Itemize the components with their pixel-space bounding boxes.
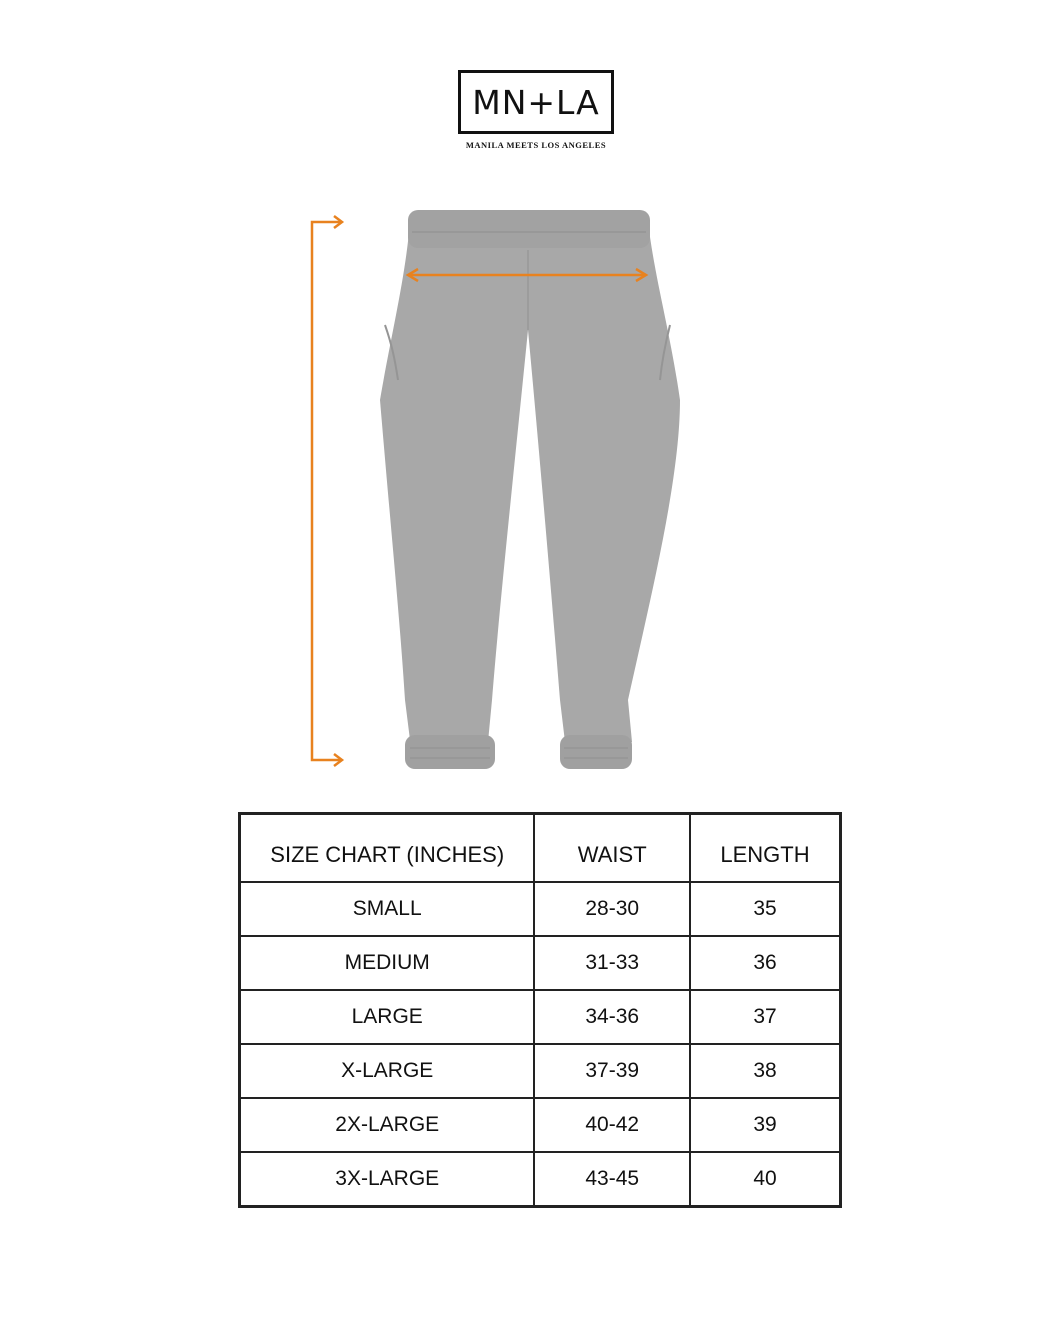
waist-measure-arrow — [408, 269, 646, 281]
length-cell: 39 — [690, 1098, 841, 1152]
size-cell: MEDIUM — [240, 936, 535, 990]
waist-cell: 28-30 — [534, 882, 690, 936]
header-size-chart: SIZE CHART (INCHES) — [240, 814, 535, 882]
size-cell: X-LARGE — [240, 1044, 535, 1098]
table-row — [240, 936, 841, 990]
length-cell: 37 — [690, 990, 841, 1044]
sweatpants-image — [380, 210, 680, 769]
waist-cell: 43-45 — [534, 1152, 690, 1207]
length-cell: 38 — [690, 1044, 841, 1098]
brand-tagline: MANILA MEETS LOS ANGELES — [465, 140, 607, 150]
waist-cell: 34-36 — [534, 990, 690, 1044]
table-row — [240, 1044, 841, 1098]
waist-cell: 31-33 — [534, 936, 690, 990]
size-chart-header-row — [240, 814, 841, 882]
header-length: LENGTH — [690, 814, 841, 882]
table-row — [240, 1098, 841, 1152]
length-cell: 35 — [690, 882, 841, 936]
table-row — [240, 882, 841, 936]
size-cell: 2X-LARGE — [240, 1098, 535, 1152]
size-cell: LARGE — [240, 990, 535, 1044]
size-cell: 3X-LARGE — [240, 1152, 535, 1207]
length-cell: 36 — [690, 936, 841, 990]
size-cell: SMALL — [240, 882, 535, 936]
table-row — [240, 990, 841, 1044]
table-row — [240, 1152, 841, 1207]
waist-cell: 37-39 — [534, 1044, 690, 1098]
waist-cell: 40-42 — [534, 1098, 690, 1152]
size-chart-table — [238, 812, 842, 1208]
brand-logo — [458, 70, 614, 134]
header-waist: WAIST — [534, 814, 690, 882]
brand-logo-text: MN+LA — [472, 82, 600, 122]
length-cell: 40 — [690, 1152, 841, 1207]
length-measure-arrow — [312, 216, 342, 766]
